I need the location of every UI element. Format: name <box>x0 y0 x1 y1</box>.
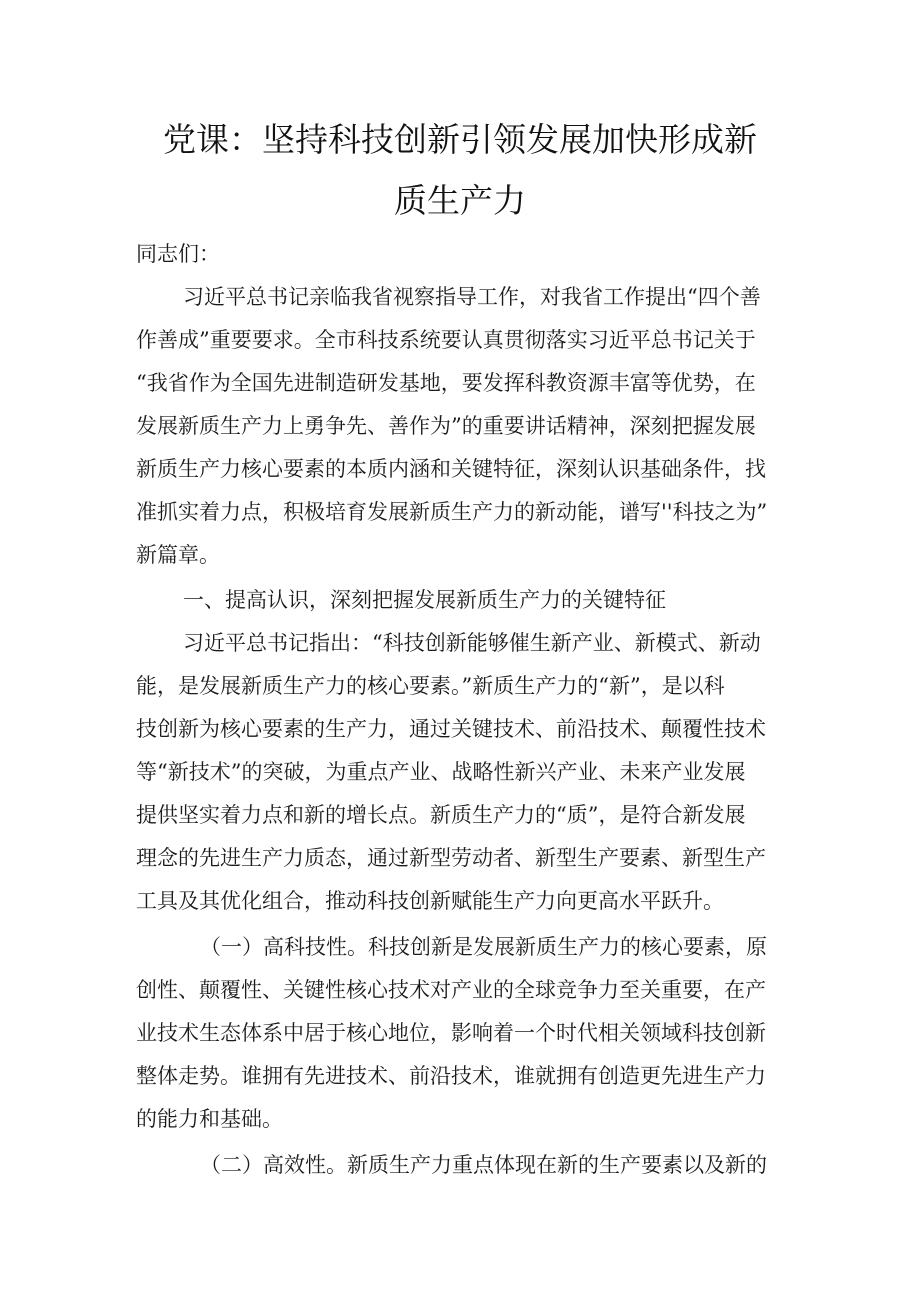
salutation: 同志们： <box>136 242 220 266</box>
paragraph-2-line: 能，是发展新质生产力的核心要素。”新质生产力的“新”，是以科 <box>136 674 725 698</box>
paragraph-1-line: 新篇章。 <box>136 543 220 567</box>
paragraph-2-line: 习近平总书记指出：“科技创新能够催生新产业、新模式、新动 <box>183 631 761 655</box>
paragraph-3-line: 创性、颠覆性、关键性核心技术对产业的全球竞争力至关重要，在产 <box>136 978 766 1002</box>
paragraph-1-line: 新质生产力核心要素的本质内涵和关键特征，深刻认识基础条件，找 <box>136 457 766 481</box>
paragraph-2-line: 技创新为核心要素的生产力，通过关键技术、前沿技术、颠覆性技术 <box>136 717 766 741</box>
paragraph-3-line: 整体走势。谁拥有先进技术、前沿技术，谁就拥有创造更先进生产力 <box>136 1064 766 1088</box>
paragraph-1-line: 习近平总书记亲临我省视察指导工作，对我省工作提出“四个善 <box>183 285 761 309</box>
paragraph-2-line: 工具及其优化组合，推动科技创新赋能生产力向更高水平跃升。 <box>136 889 724 913</box>
section-heading-1: 一、提高认识，深刻把握发展新质生产力的关键特征 <box>183 588 666 612</box>
paragraph-2-line: 理念的先进生产力质态，通过新型劳动者、新型生产要素、新型生产 <box>136 846 766 870</box>
paragraph-2-line: 提供坚实着力点和新的增长点。新质生产力的“质”，是符合新发展 <box>136 803 746 827</box>
paragraph-4-line: （二）高效性。新质生产力重点体现在新的生产要素以及新的 <box>200 1153 767 1177</box>
paragraph-3-line: 的能力和基础。 <box>136 1107 283 1131</box>
paragraph-1-line: 发展新质生产力上勇争先、善作为”的重要讲话精神，深刻把握发展 <box>136 414 756 438</box>
paragraph-1-line: 准抓实着力点，积极培育发展新质生产力的新动能，谱写''科技之为” <box>136 500 768 524</box>
paragraph-2-line: 等“新技术”的突破，为重点产业、战略性新兴产业、未来产业发展 <box>136 760 746 784</box>
document-title-line-2: 质生产力 <box>394 181 526 220</box>
paragraph-3-line: 业技术生态体系中居于核心地位，影响着一个时代相关领域科技创新 <box>136 1021 766 1045</box>
paragraph-3-line: （一）高科技性。科技创新是发展新质生产力的核心要素，原 <box>200 935 767 959</box>
paragraph-1-line: 作善成”重要要求。全市科技系统要认真贯彻落实习近平总书记关于 <box>136 328 756 352</box>
paragraph-1-line: “我省作为全国先进制造研发基地，要发挥科教资源丰富等优势，在 <box>136 371 756 395</box>
document-title-line-1: 党课：坚持科技创新引领发展加快形成新 <box>163 120 757 159</box>
